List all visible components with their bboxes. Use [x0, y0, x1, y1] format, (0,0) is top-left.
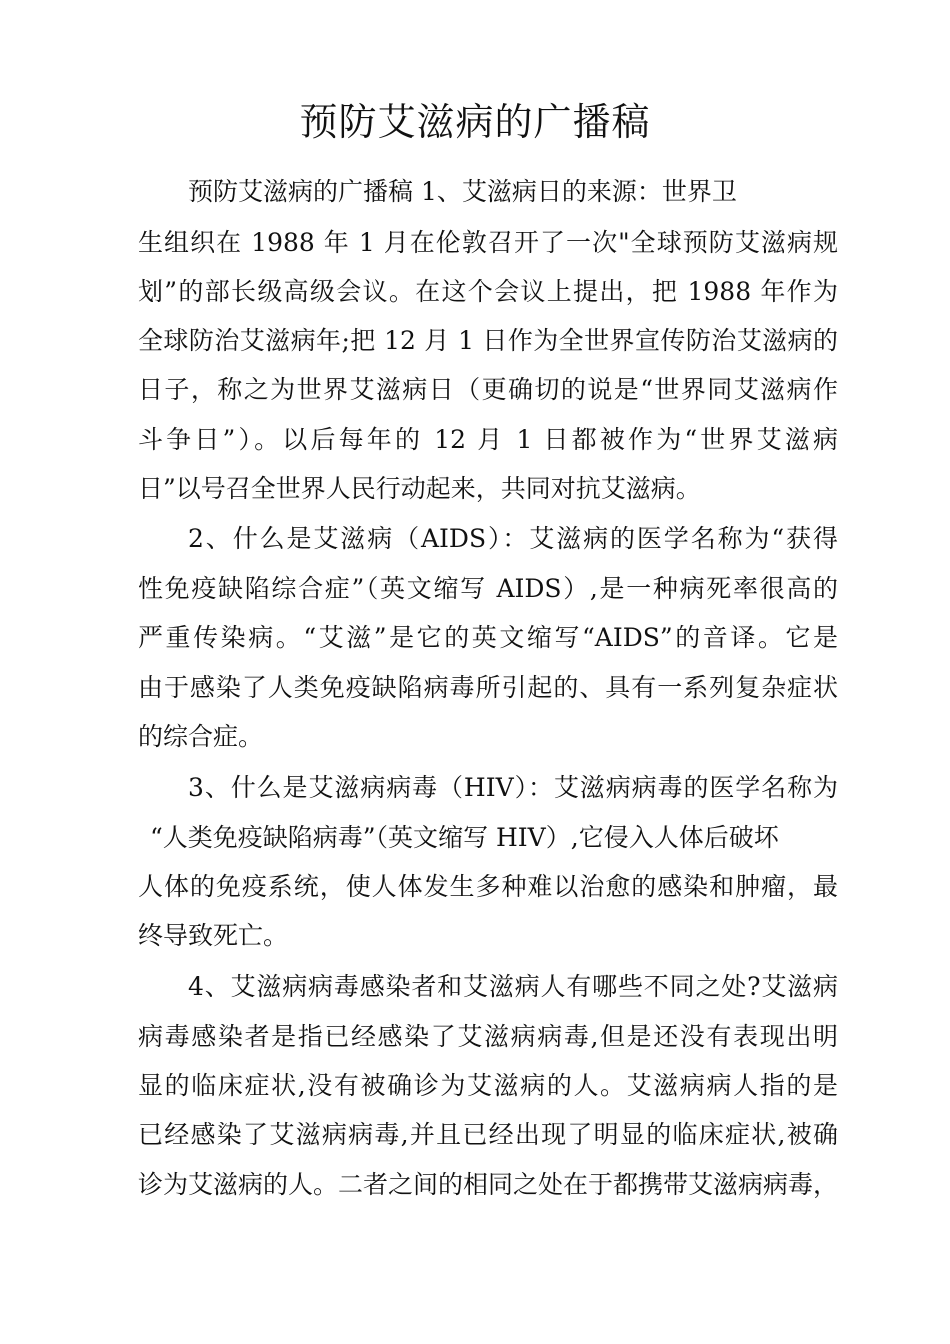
paragraph-line: 病毒感染者是指已经感染了艾滋病病毒,但是还没有表现出明 [138, 1022, 838, 1051]
paragraph-line: 已经感染了艾滋病病毒,并且已经出现了明显的临床症状,被确 [138, 1120, 838, 1149]
paragraph-line: 全球防治艾滋病年;把 12 月 1 日作为全世界宣传防治艾滋病的 [138, 326, 838, 355]
paragraph-line: 斗争日”）。以后每年的 12 月 1 日都被作为“世界艾滋病 [138, 425, 838, 454]
paragraph-line: 由于感染了人类免疫缺陷病毒所引起的、具有一系列复杂症状 [138, 673, 838, 702]
paragraph-line: 严重传染病。“艾滋”是它的英文缩写“AIDS”的音译。它是 [138, 623, 838, 652]
paragraph-line: 2、什么是艾滋病（AIDS）：艾滋病的医学名称为“获得 [188, 524, 838, 553]
paragraph-line: 日”以号召全世界人民行动起来，共同对抗艾滋病。 [138, 474, 701, 503]
paragraph-line: 划”的部长级高级会议。在这个会议上提出，把 1988 年作为 [138, 277, 838, 306]
paragraph-line: 终导致死亡。 [138, 921, 289, 950]
paragraph-line: 的综合症。 [138, 722, 264, 751]
paragraph-line: 诊为艾滋病的人。二者之间的相同之处在于都携带艾滋病病毒， [138, 1170, 839, 1199]
paragraph-line: 生组织在 1988 年 1 月在伦敦召开了一次"全球预防艾滋病规 [138, 228, 838, 257]
paragraph-line: 显的临床症状,没有被确诊为艾滋病的人。艾滋病病人指的是 [138, 1071, 838, 1100]
paragraph-line: 日子，称之为世界艾滋病日（更确切的说是“世界同艾滋病作 [138, 375, 838, 404]
paragraph-line: 4、艾滋病病毒感染者和艾滋病人有哪些不同之处?艾滋病 [188, 972, 838, 1001]
paragraph-line: 预防艾滋病的广播稿 1、艾滋病日的来源：世界卫 [188, 177, 737, 206]
paragraph-line: “人类免疫缺陷病毒”（英文缩写 HIV）,它侵入人体后破坏 [150, 823, 779, 852]
paragraph-line: 人体的免疫系统，使人体发生多种难以治愈的感染和肿瘤，最 [138, 872, 838, 901]
page-title: 预防艾滋病的广播稿 [299, 100, 651, 144]
paragraph-line: 性免疫缺陷综合症”（英文缩写 AIDS）,是一种病死率很高的 [138, 574, 838, 603]
paragraph-line: 3、什么是艾滋病病毒（HIV）：艾滋病病毒的医学名称为 [188, 773, 838, 802]
